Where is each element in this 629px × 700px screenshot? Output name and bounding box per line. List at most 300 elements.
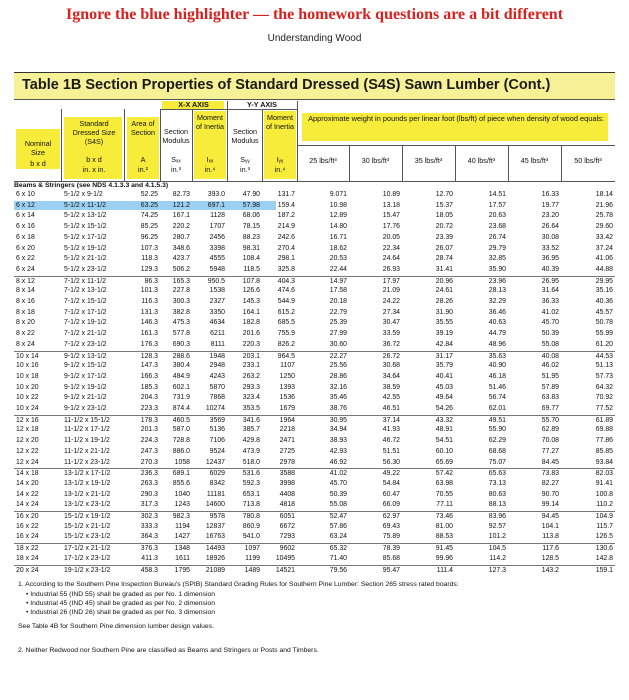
moment-inertia-x-header: Moment of Inertia [196, 113, 224, 131]
weight-45-cell: 70.08 [541, 437, 559, 445]
nominal-size-cell: 16 x 22 [16, 522, 39, 530]
weight-35-cell: 65.69 [435, 458, 453, 466]
density-50-header: 50 lbs/ft³ [574, 156, 602, 165]
weight-25-cell: 63.24 [329, 533, 347, 541]
nominal-size-cell: 6 x 18 [16, 233, 35, 241]
weight-50-cell: 55.99 [595, 330, 613, 338]
ixx-cell: 18926 [205, 554, 225, 562]
weight-25-cell: 65.32 [329, 545, 347, 553]
dressed-size-cell: 7-1/2 x 11-1/2 [64, 277, 107, 285]
table-row [14, 415, 615, 425]
weight-25-cell: 22.27 [329, 352, 347, 360]
sxx-cell: 731.9 [172, 394, 190, 402]
weight-35-cell: 31.41 [435, 265, 453, 273]
area-cell: 204.3 [140, 394, 158, 402]
weight-35-cell: 60.10 [435, 447, 453, 455]
weight-30-cell: 26.93 [382, 265, 400, 273]
area-cell: 96.25 [140, 233, 158, 241]
weight-50-cell: 69.88 [595, 426, 613, 434]
ix-unit: in.⁴ [204, 165, 216, 174]
dressed-size-cell: 7-1/2 x 17-1/2 [64, 308, 107, 316]
weight-25-cell: 45.70 [329, 479, 347, 487]
weight-25-cell: 14.97 [329, 277, 347, 285]
weight-45-cell: 36.95 [541, 255, 559, 263]
weight-30-cell: 41.93 [382, 426, 400, 434]
syy-cell: 713.8 [242, 501, 260, 509]
weight-35-cell: 54.51 [435, 437, 453, 445]
weight-50-cell: 21.96 [595, 201, 613, 209]
nominal-size-cell: 8 x 24 [16, 340, 35, 348]
iyy-cell: 3588 [279, 470, 295, 478]
iyy-cell: 187.2 [277, 212, 295, 220]
dressed-size-cell: 13-1/2 x 23-1/2 [64, 501, 111, 509]
weight-45-cell: 31.64 [541, 287, 559, 295]
nominal-size-cell: 10 x 16 [16, 362, 39, 370]
weight-40-cell: 114.2 [489, 554, 506, 562]
table-row [14, 265, 615, 274]
ixx-cell: 1128 [210, 212, 225, 220]
table-header [14, 99, 615, 181]
weight-40-cell: 32.29 [488, 298, 506, 305]
syy-cell: 263.2 [242, 372, 260, 380]
weight-35-cell: 20.72 [435, 223, 453, 231]
dressed-size-cell: 5-1/2 x 9-1/2 [64, 191, 103, 198]
iyy-cell: 1536 [279, 394, 295, 402]
ixx-cell: 6029 [209, 470, 225, 478]
weight-50-cell: 85.85 [595, 447, 613, 455]
weight-30-cell: 42.55 [382, 394, 400, 402]
area-cell: 270.3 [140, 458, 158, 466]
footnote-bullet-text: • Industrial 45 (IND 45) shall be graded as per No. 2 dimension [26, 600, 216, 607]
sxx-cell: 982.3 [172, 513, 190, 520]
weight-50-cell: 37.24 [595, 244, 613, 252]
weight-40-cell: 20.63 [488, 212, 506, 220]
dressed-size-cell: 7-1/2 x 21-1/2 [64, 330, 107, 338]
area-cell: 178.3 [140, 416, 158, 424]
weight-30-cell: 27.34 [382, 308, 400, 316]
sxx-cell: 220.2 [172, 223, 190, 231]
syy-cell: 107.8 [242, 277, 260, 285]
weight-30-cell: 69.43 [382, 522, 400, 530]
weight-40-cell: 49.51 [488, 416, 506, 424]
weight-40-cell: 35.90 [488, 265, 506, 273]
iyy-cell: 2218 [279, 426, 295, 434]
sxx-cell: 1058 [174, 458, 190, 466]
area-cell: 201.3 [140, 426, 158, 434]
sxx-cell: 423.7 [172, 255, 190, 263]
table-row [14, 361, 615, 370]
dressed-size-cell: 15-1/2 x 23-1/2 [64, 533, 111, 541]
weight-40-cell: 62.29 [488, 437, 506, 445]
density-45-header: 45 lbs/ft³ [520, 156, 549, 165]
weight-50-cell: 159.1 [595, 566, 613, 574]
ixx-cell: 1707 [209, 223, 225, 231]
weight-25-cell: 35.46 [329, 394, 347, 402]
weight-25-cell: 20.18 [329, 298, 347, 305]
nominal-size-cell: 6 x 12 [16, 201, 35, 209]
weight-30-cell: 66.09 [382, 501, 400, 509]
weight-35-cell: 28.74 [435, 255, 453, 263]
weight-50-cell: 35.16 [595, 287, 613, 295]
sxx-cell: 577.8 [172, 330, 190, 338]
syy-cell: 98.31 [242, 244, 260, 252]
weight-45-cell: 77.27 [541, 447, 559, 455]
weight-35-cell: 39.19 [435, 330, 453, 338]
syy-cell: 47.90 [242, 191, 260, 198]
syy-cell: 108.4 [242, 255, 260, 263]
xx-axis-header: X-X AXIS [178, 100, 209, 109]
table-row [14, 383, 615, 392]
area-cell: 224.3 [140, 437, 158, 445]
iyy-cell: 826.2 [277, 340, 295, 348]
table-row [14, 372, 615, 381]
table-row [14, 286, 615, 295]
weight-30-cell: 49.22 [382, 470, 400, 478]
weight-30-cell: 30.47 [382, 319, 400, 327]
area-cell: 74.25 [140, 212, 158, 220]
sxx-cell: 874.4 [172, 405, 190, 412]
weight-50-cell: 64.32 [595, 383, 613, 391]
standard-dressed-unit: b x d [86, 155, 102, 164]
nominal-size-cell: 16 x 24 [16, 533, 39, 541]
syy-cell: 126.6 [242, 287, 260, 295]
area-cell: 317.3 [140, 501, 158, 509]
nominal-size-cell: 6 x 16 [16, 223, 35, 231]
sxx-cell: 82.73 [172, 191, 190, 198]
density-40-header: 40 lbs/ft³ [467, 156, 496, 165]
weight-35-cell: 81.00 [435, 522, 453, 530]
weight-40-cell: 17.57 [488, 201, 506, 209]
iy-symbol: Iᵧᵧ [276, 155, 284, 164]
weight-50-cell: 115.7 [596, 522, 613, 530]
weight-25-cell: 14.80 [329, 223, 347, 231]
weight-45-cell: 63.83 [541, 394, 559, 402]
footnote-bullet-1 [18, 590, 215, 599]
dressed-size-cell: 17-1/2 x 21-1/2 [64, 545, 111, 553]
yy-axis-header: Y-Y AXIS [247, 100, 277, 109]
sxx-cell: 1040 [174, 490, 190, 498]
ixx-cell: 2948 [209, 362, 225, 370]
weight-50-cell: 29.95 [595, 277, 613, 285]
weight-30-cell: 62.97 [382, 513, 400, 520]
weight-40-cell: 68.68 [488, 447, 506, 455]
table-row [14, 329, 615, 338]
syy-cell: 233.1 [242, 362, 260, 370]
sxx-cell: 348.6 [172, 244, 190, 252]
ixx-cell: 11181 [206, 490, 225, 498]
weight-25-cell: 34.94 [329, 426, 347, 434]
weight-45-cell: 51.95 [541, 372, 559, 380]
weight-50-cell: 82.03 [595, 470, 613, 478]
nominal-size-cell: 10 x 20 [16, 383, 39, 391]
nominal-size-cell: 20 x 24 [16, 566, 39, 574]
syy-cell: 220.3 [242, 340, 260, 348]
density-25-header: 25 lbs/ft³ [309, 156, 337, 165]
syy-cell: 182.8 [242, 319, 260, 327]
ixx-cell: 3398 [209, 244, 225, 252]
approx-weight-header: Approximate weight in pounds per linear foot (lbs/ft) of piece when density of wood equals: [308, 114, 604, 123]
syy-cell: 293.3 [242, 383, 260, 391]
syy-cell: 68.06 [242, 212, 260, 220]
weight-35-cell: 88.53 [435, 533, 453, 541]
weight-45-cell: 16.33 [541, 191, 559, 198]
weight-25-cell: 10.98 [329, 201, 347, 209]
sxx-cell: 165.3 [172, 277, 190, 285]
weight-50-cell: 50.78 [595, 319, 613, 327]
sxx-cell: 460.5 [172, 416, 190, 424]
weight-50-cell: 130.6 [595, 545, 613, 553]
weight-25-cell: 25.56 [329, 362, 347, 370]
weight-40-cell: 28.13 [488, 287, 506, 295]
weight-35-cell: 99.96 [435, 554, 453, 562]
area-cell: 166.3 [140, 372, 158, 380]
section-modulus-x-header: Section Modulus [162, 127, 190, 145]
density-35-header: 35 lbs/ft³ [414, 156, 443, 165]
area-cell: 118.3 [141, 255, 158, 263]
weight-40-cell: 62.01 [488, 405, 506, 412]
weight-25-cell: 22.44 [329, 265, 347, 273]
syy-cell: 780.8 [242, 513, 260, 520]
ixx-cell: 9524 [209, 447, 225, 455]
syy-cell: 385.7 [242, 426, 260, 434]
ixx-cell: 10274 [205, 405, 225, 412]
weight-30-cell: 13.18 [382, 201, 400, 209]
weight-30-cell: 56.30 [382, 458, 400, 466]
sxx-cell: 602.1 [172, 383, 190, 391]
ixx-cell: 7868 [209, 394, 225, 402]
footnote-bullet-3 [18, 608, 215, 617]
iyy-cell: 615.2 [277, 308, 295, 316]
weight-40-cell: 36.46 [488, 308, 506, 316]
weight-50-cell: 25.78 [595, 212, 613, 220]
table-row [14, 500, 615, 509]
area-cell: 146.3 [140, 319, 158, 327]
weight-45-cell: 84.45 [541, 458, 559, 466]
ixx-cell: 7106 [209, 437, 225, 445]
dressed-size-cell: 7-1/2 x 19-1/2 [64, 319, 107, 327]
table-row [14, 436, 615, 445]
sxx-cell: 1243 [174, 501, 190, 509]
weight-35-cell: 18.05 [435, 212, 453, 220]
weight-50-cell: 70.92 [595, 394, 613, 402]
weight-35-cell: 77.11 [436, 501, 453, 509]
weight-30-cell: 36.72 [382, 340, 400, 348]
dressed-size-cell: 5-1/2 x 21-1/2 [64, 255, 107, 263]
area-cell: 458.3 [140, 566, 158, 574]
weight-40-cell: 23.68 [488, 223, 506, 231]
footnote-see-table: See Table 4B for Southern Pine dimension lumber design values. [18, 623, 214, 630]
weight-45-cell: 30.08 [541, 233, 559, 241]
sxx-cell: 506.2 [172, 265, 190, 273]
weight-35-cell: 24.61 [435, 287, 453, 295]
table-row [14, 425, 615, 434]
weight-50-cell: 100.8 [595, 490, 613, 498]
syy-cell: 473.9 [242, 447, 260, 455]
standard-dressed-header: Standard Dressed Size (S4S) [72, 119, 116, 146]
weight-45-cell: 82.27 [541, 479, 559, 487]
syy-cell: 860.9 [242, 522, 260, 530]
weight-50-cell: 45.57 [595, 308, 613, 316]
dressed-size-cell: 11-1/2 x 15-1/2 [64, 416, 110, 424]
weight-25-cell: 52.47 [329, 513, 347, 520]
weight-45-cell: 99.14 [541, 501, 559, 509]
table-row [14, 511, 615, 521]
weight-50-cell: 44.53 [595, 352, 613, 360]
weight-45-cell: 62.89 [541, 426, 559, 434]
sxx-cell: 886.0 [172, 447, 190, 455]
weight-40-cell: 23.96 [488, 277, 506, 285]
weight-25-cell: 16.71 [329, 233, 347, 241]
dressed-size-cell: 11-1/2 x 19-1/2 [64, 437, 110, 445]
dressed-size-cell: 9-1/2 x 23-1/2 [64, 405, 107, 412]
weight-25-cell: 30.95 [329, 416, 347, 424]
ixx-cell: 1538 [209, 287, 225, 295]
weight-50-cell: 126.5 [595, 533, 613, 541]
weight-45-cell: 94.45 [541, 513, 559, 520]
nominal-size-cell: 8 x 22 [16, 330, 35, 338]
nominal-size-header: Nominal Size [24, 139, 52, 157]
weight-45-cell: 19.77 [541, 201, 559, 209]
ixx-cell: 21089 [205, 566, 225, 574]
weight-25-cell: 71.40 [329, 554, 347, 562]
weight-35-cell: 26.07 [435, 244, 453, 252]
weight-40-cell: 127.3 [488, 566, 506, 574]
table-row [14, 254, 615, 263]
sxx-cell: 288.6 [172, 352, 190, 360]
iyy-cell: 1107 [280, 362, 295, 370]
weight-30-cell: 75.89 [382, 533, 400, 541]
moment-inertia-y-header: Moment of Inertia [266, 113, 294, 131]
table-row [14, 458, 615, 467]
dressed-size-cell: 5-1/2 x 23-1/2 [64, 265, 107, 273]
weight-25-cell: 27.99 [329, 330, 347, 338]
ixx-cell: 14600 [205, 501, 225, 509]
area-cell: 376.3 [140, 545, 158, 553]
weight-35-cell: 48.91 [435, 426, 453, 434]
weight-45-cell: 104.1 [541, 522, 559, 530]
weight-25-cell: 41.02 [329, 470, 347, 478]
table-title: Table 1B Section Properties of Standard Dressed (S4S) Sawn Lumber (Cont.) [22, 77, 551, 93]
weight-40-cell: 32.85 [488, 255, 506, 263]
nominal-size-cell: 12 x 20 [16, 437, 39, 445]
table-row [14, 276, 615, 286]
dressed-size-cell: 5-1/2 x 15-1/2 [64, 223, 107, 231]
footnote-2: 2. Neither Redwood nor Southern Pine are classified as Beams and Stringers or Posts and Timbers. [18, 647, 319, 654]
weight-30-cell: 17.76 [382, 223, 400, 231]
footnote-bullet-text: • Industrial 55 (IND 55) shall be graded as per No. 1 dimension [26, 591, 216, 598]
iyy-cell: 6672 [279, 522, 295, 530]
weight-25-cell: 22.79 [329, 308, 347, 316]
sxx-cell: 689.1 [172, 470, 190, 478]
weight-45-cell: 117.6 [542, 545, 559, 553]
nominal-size-cell: 14 x 20 [16, 479, 39, 487]
weight-40-cell: 88.13 [488, 501, 506, 509]
weight-45-cell: 46.02 [541, 362, 559, 370]
ixx-cell: 6211 [210, 330, 225, 338]
ixx-cell: 12837 [205, 522, 225, 530]
sxx-cell: 227.8 [172, 287, 190, 295]
weight-30-cell: 30.68 [382, 362, 400, 370]
area-cell: 290.3 [140, 490, 158, 498]
sxx-cell: 484.9 [172, 372, 190, 380]
weight-25-cell: 79.56 [329, 566, 347, 574]
area-cell: 101.3 [140, 287, 158, 295]
ixx-cell: 3569 [209, 416, 225, 424]
nominal-size-cell: 12 x 22 [16, 447, 39, 455]
weight-30-cell: 51.51 [382, 447, 400, 455]
weight-30-cell: 60.47 [382, 490, 400, 498]
weight-35-cell: 73.46 [435, 513, 453, 520]
ixx-cell: 3350 [209, 308, 225, 316]
ixx-cell: 393.0 [207, 191, 225, 198]
weight-50-cell: 51.13 [595, 362, 613, 370]
weight-25-cell: 42.93 [329, 447, 347, 455]
nominal-size-cell: 8 x 16 [16, 298, 35, 305]
weight-25-cell: 38.93 [329, 437, 347, 445]
weight-35-cell: 70.55 [435, 490, 453, 498]
ixx-cell: 4634 [209, 319, 225, 327]
area-cell: 63.25 [140, 201, 158, 209]
syy-cell: 341.6 [242, 416, 260, 424]
sy-unit: in.³ [240, 165, 250, 174]
weight-45-cell: 55.70 [541, 416, 559, 424]
weight-40-cell: 55.90 [488, 426, 506, 434]
weight-40-cell: 40.63 [488, 319, 506, 327]
nominal-size-cell: 6 x 14 [16, 212, 35, 220]
weight-35-cell: 42.84 [435, 340, 453, 348]
weight-40-cell: 14.51 [488, 191, 506, 198]
area-cell: 52.25 [140, 191, 158, 198]
dressed-size-cell: 11-1/2 x 17-1/2 [64, 426, 110, 434]
sxx-cell: 380.4 [172, 362, 190, 370]
table-row [14, 222, 615, 231]
weight-40-cell: 29.79 [488, 244, 506, 252]
weight-45-cell: 143.2 [541, 566, 559, 574]
weight-50-cell: 91.41 [595, 479, 613, 487]
syy-cell: 78.15 [242, 223, 260, 231]
sxx-cell: 1427 [174, 533, 190, 541]
homework-note: Ignore the blue highlighter — the homework questions are a bit different [65, 6, 564, 23]
iyy-cell: 7293 [279, 533, 295, 541]
syy-cell: 653.1 [242, 490, 260, 498]
sxx-cell: 587.0 [172, 426, 190, 434]
nominal-size-cell: 10 x 22 [16, 394, 39, 402]
dressed-size-cell: 11-1/2 x 21-1/2 [64, 447, 110, 455]
sxx-cell: 1611 [175, 554, 190, 562]
area-cell: 107.3 [140, 244, 158, 252]
weight-40-cell: 40.90 [488, 362, 506, 370]
area-cell: 129.3 [140, 265, 158, 273]
sxx-cell: 167.1 [172, 212, 190, 220]
density-30-header: 30 lbs/ft³ [361, 156, 390, 165]
weight-30-cell: 15.47 [382, 212, 400, 220]
weight-40-cell: 75.07 [488, 458, 506, 466]
weight-50-cell: 18.14 [595, 191, 613, 198]
weight-30-cell: 37.14 [382, 416, 400, 424]
dressed-size-cell: 13-1/2 x 17-1/2 [64, 470, 111, 478]
weight-45-cell: 113.8 [542, 533, 559, 541]
dressed-size-cell: 15-1/2 x 19-1/2 [64, 513, 111, 520]
weight-30-cell: 95.47 [382, 566, 400, 574]
dressed-size-cell: 5-1/2 x 11-1/2 [64, 201, 107, 209]
table-row [14, 297, 615, 306]
nominal-size-cell: 6 x 24 [16, 265, 35, 273]
dressed-size-cell: 19-1/2 x 23-1/2 [64, 566, 111, 574]
syy-cell: 941.0 [242, 533, 260, 541]
ixx-cell: 14493 [205, 545, 225, 553]
table-row [14, 543, 615, 553]
iyy-cell: 2978 [279, 458, 295, 466]
